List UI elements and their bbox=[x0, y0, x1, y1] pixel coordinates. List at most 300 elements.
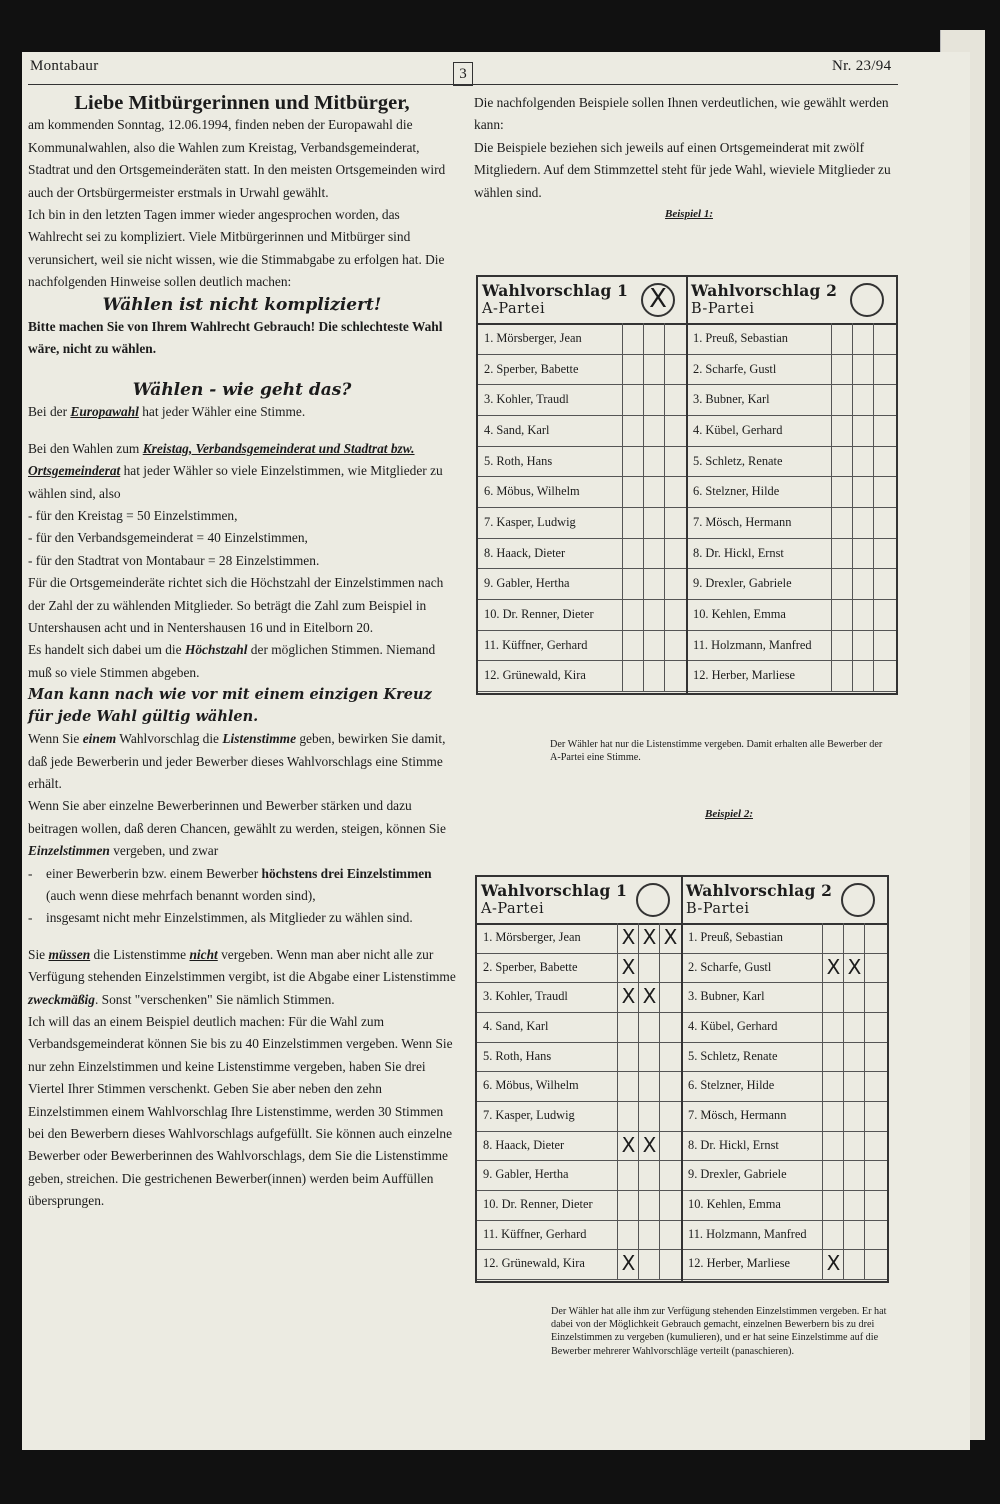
vote-cell bbox=[664, 384, 686, 415]
party-name: B-Partei bbox=[686, 901, 750, 917]
emphasis: Kreistag, Verbandsgemeinderat und Stadtrat bzw. Ortsgemeinderat bbox=[28, 440, 415, 479]
vote-cell bbox=[822, 1042, 844, 1072]
text: Es handelt sich dabei um die bbox=[28, 642, 185, 658]
candidate-row bbox=[682, 982, 887, 1013]
vote-cell bbox=[664, 476, 686, 507]
text: vergeben, und zwar bbox=[109, 843, 219, 859]
candidate-name: 10. Dr. Renner, Dieter bbox=[483, 1197, 593, 1211]
page-number: 3 bbox=[453, 62, 473, 86]
vote-cell bbox=[622, 323, 644, 354]
subheading-how: Wählen - wie geht das? bbox=[132, 379, 352, 400]
vote-cell bbox=[873, 568, 895, 599]
candidate-row bbox=[687, 660, 896, 692]
text: vergeben. Wenn man aber nicht alle zur Verfügung stehenden Einzelstimmen vergibt, ist die Abgabe einer Listenstimme bbox=[28, 946, 456, 985]
ballot-column-b bbox=[687, 277, 896, 693]
candidate-row bbox=[682, 1101, 887, 1132]
vote-cell bbox=[659, 1131, 681, 1161]
vote-cell bbox=[831, 323, 853, 354]
vote-cell bbox=[638, 1071, 660, 1101]
candidate-name: 10. Kehlen, Emma bbox=[688, 1197, 781, 1211]
candidate-row bbox=[682, 1012, 887, 1043]
vote-cell bbox=[831, 354, 853, 385]
vote-cell bbox=[843, 923, 865, 953]
text: Wahlvorschlag die bbox=[116, 731, 223, 747]
candidate-name: 7. Kasper, Ludwig bbox=[484, 515, 576, 529]
vote-cell bbox=[843, 1012, 865, 1042]
vote-cell: X bbox=[638, 923, 660, 953]
candidate-name: 5. Schletz, Renate bbox=[688, 1048, 778, 1063]
candidate-row bbox=[478, 660, 687, 692]
vote-cell: X bbox=[822, 1249, 844, 1279]
intro-text: Die nachfolgenden Beispiele sollen Ihnen verdeutlichen, wie gewählt werden kann: bbox=[474, 95, 889, 133]
candidate-row bbox=[477, 1101, 682, 1132]
candidate-row bbox=[682, 953, 887, 984]
vote-cell bbox=[617, 1071, 639, 1101]
candidate-row bbox=[478, 354, 687, 386]
candidate-row bbox=[477, 1042, 682, 1073]
text: Bei der bbox=[28, 404, 71, 420]
candidate-row bbox=[687, 476, 896, 508]
candidate-name: 4. Sand, Karl bbox=[483, 1019, 549, 1033]
party-name: A-Partei bbox=[481, 901, 545, 917]
vote-cell bbox=[643, 599, 665, 630]
text: . Sonst "verschenken" Sie nämlich Stimmen. bbox=[94, 991, 335, 1007]
vote-cell: X bbox=[617, 1131, 639, 1161]
vote-cell bbox=[659, 953, 681, 983]
vote-cell bbox=[659, 982, 681, 1012]
vote-cell bbox=[873, 354, 895, 385]
candidate-row bbox=[477, 1071, 682, 1102]
vote-cell bbox=[638, 1190, 660, 1220]
vote-cell bbox=[622, 476, 644, 507]
vote-cell bbox=[843, 1249, 865, 1279]
text: (auch wenn diese mehrfach benannt worden sind), bbox=[46, 888, 316, 903]
paragraph-ortsgemeinderaete: Für die Ortsgemeinderäte richtet sich die Höchstzahl der Einzelstimmen nach der Zahl der zu wählenden Mitglieder. So beträgt die Zahl zum Beispiel in Untershausen acht und in Nentershausen 16 und in Eitelborn 20. bbox=[28, 575, 444, 635]
party-name: B-Partei bbox=[691, 301, 755, 317]
candidate-row bbox=[682, 1042, 887, 1073]
paragraph-example: Ich will das an einem Beispiel deutlich machen: Für die Wahl zum Verbandsgemeinderat können Sie bis zu 40 Einzelstimmen vergeben. Wenn Sie nur zehn Einzelstimmen und keine Listenstimme vergeben, haben Sie drei Viertel Ihrer Stimmen verschenkt. Geben Sie aber neben den zehn Einzelstimmen einem Wahlvorschlag Ihre Listenstimme, werden 30 Stimmen bei den Bewerbern dieses Wahlvorschlags aufgefüllt. Sie können auch einzelne Bewerber oder Bewerberinnen des Wahlvorschlags, dem Sie die Listenstimme geben, streichen. Die gestrichenen Bewerber(innen) werden beim Auffüllen übersprungen. bbox=[28, 1014, 453, 1209]
candidate-name: 8. Haack, Dieter bbox=[484, 545, 566, 560]
vote-cell bbox=[831, 660, 853, 691]
caption-example-1: Der Wähler hat nur die Listenstimme vergeben. Damit erhalten alle Bewerber der A-Partei eine Stimme. bbox=[550, 739, 883, 764]
party-name: A-Partei bbox=[482, 301, 546, 317]
vote-cell bbox=[873, 415, 895, 446]
vote-cell bbox=[643, 538, 665, 569]
vote-cell bbox=[643, 323, 665, 354]
candidate-name: 7. Kasper, Ludwig bbox=[483, 1108, 575, 1122]
vote-cell: X bbox=[843, 953, 865, 983]
vote-cell bbox=[638, 1220, 660, 1250]
vote-cell bbox=[622, 384, 644, 415]
vote-cell bbox=[617, 1160, 639, 1190]
candidate-row bbox=[687, 630, 896, 662]
example-1-label: Beispiel 1: bbox=[665, 208, 713, 220]
candidate-name: 2. Scharfe, Gustl bbox=[688, 959, 772, 974]
vote-cell bbox=[638, 953, 660, 983]
candidate-row bbox=[687, 599, 896, 631]
right-column bbox=[474, 92, 904, 204]
list-title: Wahlvorschlag 1 bbox=[482, 281, 629, 300]
example-2-label: Beispiel 2: bbox=[705, 808, 753, 820]
candidate-row bbox=[477, 1160, 682, 1191]
vote-cell bbox=[622, 415, 644, 446]
candidate-name: 2. Sperber, Babette bbox=[483, 959, 578, 974]
candidate-name: 7. Mösch, Hermann bbox=[693, 515, 792, 529]
ballot-example-1 bbox=[476, 275, 898, 695]
vote-cell bbox=[822, 1160, 844, 1190]
vote-cell bbox=[638, 1249, 660, 1279]
vote-cell bbox=[843, 1101, 865, 1131]
vote-cell bbox=[617, 1101, 639, 1131]
candidate-name: 4. Kübel, Gerhard bbox=[693, 423, 783, 437]
vote-cell bbox=[643, 660, 665, 691]
vote-cell bbox=[864, 1071, 886, 1101]
left-column bbox=[28, 92, 456, 1213]
paragraph-hoechstzahl bbox=[28, 639, 456, 684]
vote-cell: X bbox=[617, 982, 639, 1012]
vote-cell bbox=[831, 476, 853, 507]
candidate-row bbox=[477, 1190, 682, 1221]
vote-cell bbox=[843, 1131, 865, 1161]
candidate-name: 11. Küffner, Gerhard bbox=[484, 637, 588, 652]
emphasis: Einzelstimmen bbox=[28, 843, 110, 859]
vote-cell bbox=[659, 1220, 681, 1250]
vote-cell bbox=[843, 1160, 865, 1190]
vote-cell bbox=[643, 630, 665, 661]
vote-cell bbox=[659, 1101, 681, 1131]
candidate-row bbox=[477, 1220, 682, 1251]
vote-cell bbox=[873, 323, 895, 354]
vote-cell bbox=[873, 384, 895, 415]
vote-cell bbox=[622, 354, 644, 385]
ballot-header-b bbox=[682, 877, 887, 925]
candidate-name: 4. Kübel, Gerhard bbox=[688, 1019, 778, 1033]
vote-cell bbox=[864, 982, 886, 1012]
vote-cell bbox=[638, 1160, 660, 1190]
vote-cell bbox=[664, 568, 686, 599]
paragraph-einzelstimmen bbox=[28, 795, 456, 862]
text: Bei den Wahlen zum bbox=[28, 440, 143, 456]
text: Wenn Sie aber einzelne Bewerberinnen und Bewerber stärken und dazu beitragen wollen, daß deren Chancen, gewählt zu werden, steigen, können Sie bbox=[28, 798, 446, 836]
candidate-row bbox=[478, 507, 687, 539]
vote-cell bbox=[643, 384, 665, 415]
vote-cell bbox=[659, 1160, 681, 1190]
vote-cell bbox=[622, 446, 644, 477]
candidate-name: 3. Kohler, Traudl bbox=[483, 989, 568, 1004]
candidate-row bbox=[682, 1131, 887, 1162]
vote-cell bbox=[664, 599, 686, 630]
candidate-row bbox=[682, 1220, 887, 1251]
candidate-row bbox=[478, 446, 687, 478]
vote-cell bbox=[852, 446, 874, 477]
vote-cell bbox=[659, 1190, 681, 1220]
vote-cell bbox=[852, 507, 874, 538]
vote-cell: X bbox=[822, 953, 844, 983]
candidate-name: 9. Gabler, Hertha bbox=[484, 576, 570, 591]
vote-cell: X bbox=[617, 953, 639, 983]
vote-cell bbox=[873, 599, 895, 630]
vote-cell bbox=[843, 1190, 865, 1220]
list-title: Wahlvorschlag 1 bbox=[481, 881, 628, 900]
candidate-name: 9. Drexler, Gabriele bbox=[693, 576, 792, 591]
appeal-text: Bitte machen Sie von Ihrem Wahlrecht Gebrauch! Die schlechteste Wahl wäre, nicht zu wählen. bbox=[28, 319, 443, 357]
candidate-row bbox=[687, 415, 896, 447]
ballot-column-a bbox=[477, 877, 682, 1281]
vote-cell bbox=[852, 354, 874, 385]
candidate-name: 12. Herber, Marliese bbox=[688, 1256, 791, 1271]
emphasis: Listenstimme bbox=[222, 731, 297, 747]
candidate-name: 4. Sand, Karl bbox=[484, 423, 550, 437]
candidate-row bbox=[477, 1249, 682, 1280]
list-vote-circle bbox=[636, 883, 670, 917]
candidate-name: 9. Drexler, Gabriele bbox=[688, 1167, 787, 1182]
subheading-not-complicated: Wählen ist nicht kompliziert! bbox=[102, 294, 382, 315]
candidate-name: 2. Scharfe, Gustl bbox=[693, 361, 777, 376]
vote-cell bbox=[622, 630, 644, 661]
vote-cell bbox=[864, 1249, 886, 1279]
candidate-row bbox=[477, 1012, 682, 1043]
vote-cell: X bbox=[659, 923, 681, 953]
emphasis: zweckmäßig bbox=[28, 991, 95, 1007]
vote-cell bbox=[622, 660, 644, 691]
vote-cell bbox=[831, 384, 853, 415]
vote-cell bbox=[659, 1012, 681, 1042]
vote-cell: X bbox=[638, 982, 660, 1012]
vote-cell bbox=[664, 630, 686, 661]
list-vote-circle bbox=[850, 283, 884, 317]
candidate-name: 1. Preuß, Sebastian bbox=[688, 930, 783, 944]
vote-cell bbox=[864, 953, 886, 983]
vote-cell bbox=[873, 660, 895, 691]
paragraph-kreistag bbox=[28, 438, 456, 505]
vote-cell bbox=[822, 1101, 844, 1131]
header-rule bbox=[28, 84, 898, 85]
vote-cell bbox=[643, 476, 665, 507]
vote-cell bbox=[638, 1101, 660, 1131]
ballot-divider bbox=[686, 277, 688, 693]
vote-cell bbox=[831, 507, 853, 538]
paragraph-concern: Ich bin in den letzten Tagen immer wieder angesprochen worden, das Wahlrecht sei zu kompliziert. Viele Mitbürgerinnen und Mitbürger sind verunsichert, weil sie nicht wissen, wie die Stimmabgabe zu erfolgen hat. Die nachfolgenden Hinweise sollen deutlich machen: bbox=[28, 207, 445, 290]
vote-cell bbox=[622, 538, 644, 569]
candidate-row bbox=[687, 446, 896, 478]
vote-cell bbox=[831, 446, 853, 477]
vote-cell bbox=[643, 415, 665, 446]
vote-cell bbox=[643, 568, 665, 599]
candidate-row bbox=[687, 538, 896, 570]
dash-item-max-three: - einer Bewerberin bzw. einem Bewerber höchstens drei Einzelstimmen (auch wenn diese mehrfach benannt worden sind), bbox=[28, 865, 432, 903]
list-vote-circle bbox=[841, 883, 875, 917]
candidate-name: 11. Holzmann, Manfred bbox=[688, 1226, 807, 1241]
vote-cell bbox=[864, 1012, 886, 1042]
vote-cell bbox=[617, 1012, 639, 1042]
vote-cell bbox=[638, 1012, 660, 1042]
vote-cell bbox=[873, 630, 895, 661]
emphasis: müssen bbox=[48, 946, 91, 962]
vote-cell bbox=[864, 1160, 886, 1190]
vote-cell bbox=[852, 630, 874, 661]
vote-cell: X bbox=[617, 923, 639, 953]
vote-cell bbox=[822, 1190, 844, 1220]
list-item-kreistag: - für den Kreistag = 50 Einzelstimmen, bbox=[28, 507, 238, 523]
candidate-row bbox=[478, 415, 687, 447]
ballot-header-b bbox=[687, 277, 896, 325]
vote-cell bbox=[852, 384, 874, 415]
emphasis: nicht bbox=[189, 946, 218, 962]
candidate-name: 3. Bubner, Karl bbox=[693, 392, 770, 407]
vote-cell bbox=[864, 1220, 886, 1250]
text: hat jeder Wähler so viele Einzelstimmen, wie Mitglieder zu wählen sind, also bbox=[28, 463, 443, 501]
vote-cell bbox=[852, 323, 874, 354]
vote-cell bbox=[622, 507, 644, 538]
paragraph-europawahl bbox=[28, 401, 456, 423]
candidate-name: 5. Roth, Hans bbox=[484, 453, 553, 468]
candidate-row bbox=[478, 323, 687, 355]
vote-cell bbox=[843, 982, 865, 1012]
candidate-row bbox=[687, 354, 896, 386]
vote-cell bbox=[831, 538, 853, 569]
vote-cell bbox=[664, 538, 686, 569]
vote-cell bbox=[831, 599, 853, 630]
candidate-name: 12. Grünewald, Kira bbox=[484, 668, 586, 683]
ballot-column-a bbox=[478, 277, 687, 693]
text: der möglichen Stimmen. Niemand muß so viele Stimmen abgeben. bbox=[28, 642, 436, 680]
vote-cell: X bbox=[638, 1131, 660, 1161]
dash-item-total: - insgesamt nicht mehr Einzelstimmen, als Mitglieder zu wählen sind. bbox=[28, 910, 413, 926]
candidate-row bbox=[477, 982, 682, 1013]
text: hat jeder Wähler eine Stimme. bbox=[138, 404, 306, 420]
list-title: Wahlvorschlag 2 bbox=[691, 281, 838, 300]
vote-cell bbox=[659, 1042, 681, 1072]
intro-text-2: Die Beispiele beziehen sich jeweils auf einen Ortsgemeinderat mit zwölf Mitgliedern. Auf dem Stimmzettel steht für jede Wahl, wieviele Mitglieder zu wählen sind. bbox=[474, 139, 891, 200]
vote-cell bbox=[664, 660, 686, 691]
header-place: Montabaur bbox=[30, 58, 99, 74]
list-title: Wahlvorschlag 2 bbox=[686, 881, 833, 900]
vote-cell bbox=[822, 1071, 844, 1101]
emphasis: höchstens drei Einzelstimmen bbox=[261, 865, 432, 881]
vote-cell bbox=[822, 1131, 844, 1161]
candidate-row bbox=[687, 568, 896, 600]
vote-cell bbox=[864, 923, 886, 953]
vote-cell bbox=[822, 923, 844, 953]
vote-cell bbox=[659, 1249, 681, 1279]
vote-cell bbox=[664, 446, 686, 477]
header-issue: Nr. 23/94 bbox=[832, 58, 892, 74]
candidate-row bbox=[478, 384, 687, 416]
vote-cell bbox=[843, 1042, 865, 1072]
candidate-name: 8. Dr. Hickl, Ernst bbox=[688, 1137, 779, 1152]
vote-cell bbox=[852, 415, 874, 446]
candidate-name: 12. Grünewald, Kira bbox=[483, 1256, 585, 1271]
candidate-name: 6. Möbus, Wilhelm bbox=[484, 484, 580, 499]
candidate-name: 10. Kehlen, Emma bbox=[693, 607, 786, 621]
vote-cell bbox=[822, 1220, 844, 1250]
candidate-name: 1. Mörsberger, Jean bbox=[483, 930, 581, 944]
candidate-row bbox=[478, 599, 687, 631]
vote-cell bbox=[831, 568, 853, 599]
paragraph-listenstimme bbox=[28, 728, 456, 795]
emphasis: Europawahl bbox=[70, 404, 139, 420]
candidate-row bbox=[682, 923, 887, 954]
candidate-name: 2. Sperber, Babette bbox=[484, 361, 579, 376]
list-item-stadtrat: - für den Stadtrat von Montabaur = 28 Einzelstimmen. bbox=[28, 552, 320, 568]
ballot-example-2 bbox=[475, 875, 889, 1283]
vote-cell bbox=[643, 354, 665, 385]
list-item-verbandsgemeinderat: - für den Verbandsgemeinderat = 40 Einzelstimmen, bbox=[28, 530, 308, 546]
ballot-column-b bbox=[682, 877, 887, 1281]
vote-cell bbox=[852, 660, 874, 691]
candidate-row bbox=[682, 1249, 887, 1280]
text: Sie bbox=[28, 946, 49, 962]
vote-cell bbox=[664, 507, 686, 538]
ballot-header-a bbox=[478, 277, 687, 325]
vote-cell bbox=[852, 568, 874, 599]
text: einer Bewerberin bzw. einem Bewerber bbox=[46, 865, 262, 881]
emphasis: einem bbox=[82, 731, 117, 747]
candidate-name: 9. Gabler, Hertha bbox=[483, 1167, 569, 1182]
candidate-row bbox=[478, 476, 687, 508]
candidate-name: 12. Herber, Marliese bbox=[693, 668, 796, 683]
paragraph-muessen-nicht bbox=[28, 944, 456, 1011]
text: Wenn Sie bbox=[28, 731, 83, 747]
candidate-row bbox=[478, 568, 687, 600]
vote-cell bbox=[864, 1101, 886, 1131]
vote-cell bbox=[638, 1042, 660, 1072]
candidate-row bbox=[682, 1160, 887, 1191]
ballot-header-a bbox=[477, 877, 682, 925]
vote-cell bbox=[873, 476, 895, 507]
vote-cell bbox=[617, 1190, 639, 1220]
candidate-row bbox=[682, 1190, 887, 1221]
vote-cell bbox=[864, 1042, 886, 1072]
ballot-divider bbox=[681, 877, 683, 1281]
list-vote-circle-crossed: X bbox=[641, 283, 675, 317]
candidate-name: 8. Haack, Dieter bbox=[483, 1137, 565, 1152]
candidate-name: 6. Möbus, Wilhelm bbox=[483, 1078, 579, 1093]
candidate-name: 11. Küffner, Gerhard bbox=[483, 1226, 587, 1241]
vote-cell bbox=[617, 1220, 639, 1250]
text: insgesamt nicht mehr Einzelstimmen, als Mitglieder zu wählen sind. bbox=[46, 910, 413, 926]
candidate-name: 3. Kohler, Traudl bbox=[484, 392, 569, 407]
candidate-name: 6. Stelzner, Hilde bbox=[688, 1078, 775, 1093]
vote-cell bbox=[843, 1071, 865, 1101]
paragraph-intro: am kommenden Sonntag, 12.06.1994, finden neben der Europawahl die Kommunalwahlen, also die Wahlen zum Kreistag, Verbandsgemeinderat, Stadtrat und den Ortsgemeinderäten statt. In den meisten Ortsgemeinden wird auch der Ortsbürgermeister erstmals in Urwahl gewählt. bbox=[28, 117, 446, 200]
vote-cell bbox=[873, 446, 895, 477]
vote-cell bbox=[843, 1220, 865, 1250]
candidate-name: 1. Mörsberger, Jean bbox=[484, 331, 582, 345]
vote-cell bbox=[852, 538, 874, 569]
candidate-name: 1. Preuß, Sebastian bbox=[693, 331, 788, 345]
vote-cell bbox=[873, 507, 895, 538]
caption-example-2: Der Wähler hat alle ihm zur Verfügung stehenden Einzelstimmen vergeben. Er hat dabei von der Möglichkeit Gebrauch gemacht, einzelnen Bewerbern bis zu drei Einzelstimmen zu vergeben (kumulieren), und er hat seine Einzelstimme auf die Bewerber mehrerer Wahlvorschläge verteilt (panaschieren). bbox=[551, 1306, 887, 1357]
candidate-name: 7. Mösch, Hermann bbox=[688, 1108, 787, 1122]
candidate-name: 3. Bubner, Karl bbox=[688, 989, 765, 1004]
candidate-row bbox=[478, 538, 687, 570]
vote-cell bbox=[873, 538, 895, 569]
candidate-row bbox=[477, 923, 682, 954]
vote-cell: X bbox=[617, 1249, 639, 1279]
vote-cell bbox=[822, 982, 844, 1012]
candidate-row bbox=[477, 1131, 682, 1162]
vote-cell bbox=[664, 354, 686, 385]
vote-cell bbox=[622, 599, 644, 630]
vote-cell bbox=[617, 1042, 639, 1072]
candidate-name: 6. Stelzner, Hilde bbox=[693, 484, 780, 499]
candidate-name: 5. Roth, Hans bbox=[483, 1048, 552, 1063]
vote-cell bbox=[831, 415, 853, 446]
vote-cell bbox=[643, 507, 665, 538]
candidate-name: 10. Dr. Renner, Dieter bbox=[484, 607, 594, 621]
key-statement: Man kann nach wie vor mit einem einzigen Kreuz für jede Wahl gültig wählen. bbox=[28, 686, 432, 726]
